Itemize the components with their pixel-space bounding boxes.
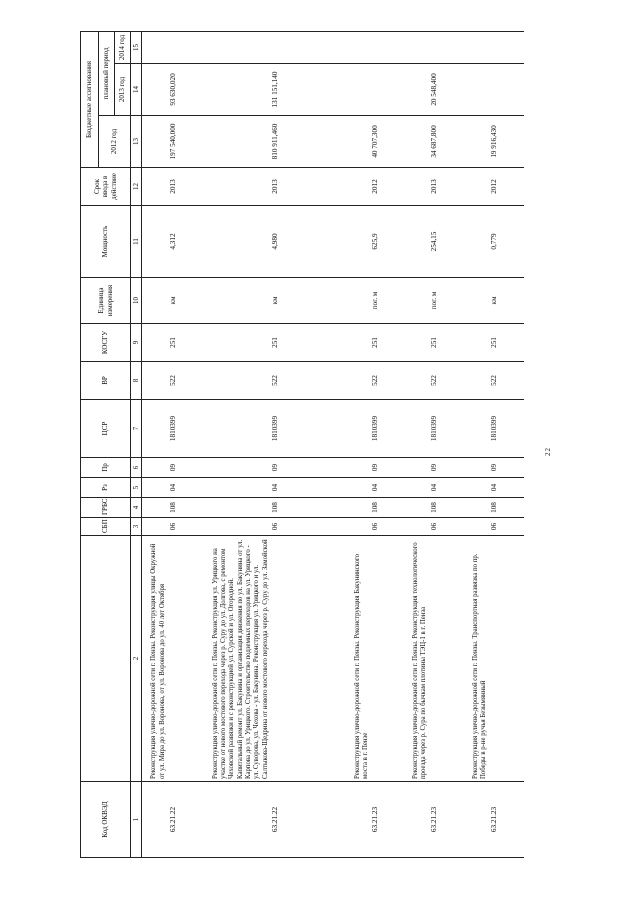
header-planned-period: плановый период	[99, 32, 115, 116]
cell-2014	[464, 32, 524, 64]
document-page	[80, 32, 560, 858]
column-number: 3	[131, 518, 142, 536]
cell-pr: 09	[464, 458, 524, 478]
cell-okved: 63.21.23	[464, 782, 524, 858]
table-row	[346, 32, 404, 858]
cell-kosgu: 251	[346, 324, 404, 362]
table-row	[464, 32, 524, 858]
cell-rz: 04	[204, 478, 346, 498]
cell-name: Реконструкция улично-дорожной сети г. Пензы. Реконструкция Бакунинского моста в г. Пензе	[346, 536, 404, 782]
cell-power: 4,980	[204, 206, 346, 278]
cell-name: Реконструкция улично-дорожной сети г. Пензы. Транспортная развязка по пр. Победы в р-не ручья Безымянный	[464, 536, 524, 782]
cell-unit: км	[204, 278, 346, 324]
cell-rz: 04	[404, 478, 464, 498]
page-number: 22	[544, 447, 552, 456]
cell-2013: 20 548,400	[404, 64, 464, 116]
header-2013: 2013 год	[115, 64, 131, 116]
column-number: 8	[131, 362, 142, 400]
header-power: Мощность	[81, 206, 131, 278]
cell-vr: 522	[464, 362, 524, 400]
column-number: 13	[131, 116, 142, 168]
cell-grbs: 108	[464, 498, 524, 518]
cell-csr: 1810399	[346, 400, 404, 458]
header-term: Срок ввода в действие	[81, 168, 131, 206]
column-number: 9	[131, 324, 142, 362]
cell-2013: 131 151,140	[204, 64, 346, 116]
cell-unit: пог. м	[346, 278, 404, 324]
cell-csr: 1810399	[142, 400, 204, 458]
cell-term: 2012	[464, 168, 524, 206]
header-rz: Рз	[81, 478, 131, 498]
cell-kosgu: 251	[142, 324, 204, 362]
cell-term: 2013	[142, 168, 204, 206]
column-number: 6	[131, 458, 142, 478]
cell-sbp: 06	[142, 518, 204, 536]
cell-2014	[404, 32, 464, 64]
cell-sbp: 06	[464, 518, 524, 536]
cell-unit: пог. м	[404, 278, 464, 324]
column-number: 4	[131, 498, 142, 518]
header-csr: ЦСР	[81, 400, 131, 458]
header-2014: 2014 год	[115, 32, 131, 64]
header-pr: Пр	[81, 458, 131, 478]
cell-csr: 1810399	[204, 400, 346, 458]
cell-kosgu: 251	[464, 324, 524, 362]
cell-vr: 522	[404, 362, 464, 400]
budget-table	[80, 31, 524, 858]
cell-vr: 522	[204, 362, 346, 400]
cell-2012: 197 540,000	[142, 116, 204, 168]
header-sbp: СБП	[81, 518, 131, 536]
cell-power: 0,779	[464, 206, 524, 278]
cell-power: 625,9	[346, 206, 404, 278]
cell-power: 4,312	[142, 206, 204, 278]
cell-okved: 63.21.22	[204, 782, 346, 858]
header-name	[81, 536, 131, 782]
cell-2014	[204, 32, 346, 64]
cell-term: 2013	[404, 168, 464, 206]
cell-name: Реконструкция улично-дорожной сети г. Пензы. Реконструкция технологического проезда через р. Сура по бычкам плотины ТЭЦ-1 в г. Пенза	[404, 536, 464, 782]
cell-2012: 34 687,800	[404, 116, 464, 168]
cell-name: Реконструкция улично-дорожной сети г. Пензы. Реконструкция улицы Окружной от ул. Мира до ул. Воронова, от ул. Воронова до ул. 40 лет Октября	[142, 536, 204, 782]
cell-2013: 93 630,020	[142, 64, 204, 116]
cell-rz: 04	[142, 478, 204, 498]
cell-pr: 09	[204, 458, 346, 478]
header-kosgu: КОСГУ	[81, 324, 131, 362]
cell-2014	[142, 32, 204, 64]
cell-grbs: 108	[346, 498, 404, 518]
cell-2012: 810 911,460	[204, 116, 346, 168]
cell-2012: 40 707,300	[346, 116, 404, 168]
cell-pr: 09	[404, 458, 464, 478]
column-number: 10	[131, 278, 142, 324]
cell-pr: 09	[346, 458, 404, 478]
cell-csr: 1810399	[404, 400, 464, 458]
cell-grbs: 108	[404, 498, 464, 518]
table-row	[204, 32, 346, 858]
cell-kosgu: 251	[204, 324, 346, 362]
cell-okved: 63.21.23	[404, 782, 464, 858]
column-number: 7	[131, 400, 142, 458]
table-row	[142, 32, 204, 858]
cell-unit: км	[142, 278, 204, 324]
cell-power: 254,15	[404, 206, 464, 278]
cell-2012: 19 916,430	[464, 116, 524, 168]
cell-2013	[346, 64, 404, 116]
cell-name: Реконструкция улично-дорожной сети г. Пензы. Реконструкция ул. Урицкого на участке от нового мостового перехода через р. Суру до ул. Долгова, с ремонтом Чеховской развязки и с реконструкцией ул. Сурской и ул. Огородной. Капитальный ремонт ул. Бакунина и организация движения по ул. Бакунина от ул. Карпова до ул. Урицкого. Строительство подземных переходов на ул. Урицкого - ул. Суворова, ул. Чехова - ул. Бакунина. Реконструкция ул. Урицкого и ул. Салтыкова-Щедрина от нового мостового перехода через р. Суру до ул. Замойской	[204, 536, 346, 782]
cell-2014	[346, 32, 404, 64]
header-vr: ВР	[81, 362, 131, 400]
cell-rz: 04	[464, 478, 524, 498]
cell-sbp: 06	[404, 518, 464, 536]
cell-grbs: 108	[204, 498, 346, 518]
cell-rz: 04	[346, 478, 404, 498]
column-number: 2	[131, 536, 142, 782]
cell-grbs: 108	[142, 498, 204, 518]
cell-okved: 63.21.22	[142, 782, 204, 858]
column-number: 15	[131, 32, 142, 64]
column-number: 1	[131, 782, 142, 858]
column-number: 14	[131, 64, 142, 116]
header-2012: 2012 год	[99, 116, 131, 168]
column-number: 5	[131, 478, 142, 498]
cell-term: 2012	[346, 168, 404, 206]
cell-okved: 63.21.23	[346, 782, 404, 858]
cell-vr: 522	[142, 362, 204, 400]
cell-sbp: 06	[204, 518, 346, 536]
cell-vr: 522	[346, 362, 404, 400]
cell-sbp: 06	[346, 518, 404, 536]
header-unit: Единица измерения	[81, 278, 131, 324]
cell-csr: 1810399	[464, 400, 524, 458]
table-row	[404, 32, 464, 858]
header-grbs: ГРБС	[81, 498, 131, 518]
header-budget-group: Бюджетные ассигнования	[81, 32, 99, 168]
column-number: 12	[131, 168, 142, 206]
cell-pr: 09	[142, 458, 204, 478]
header-okved: Код ОКВЭД	[81, 782, 131, 858]
column-number: 11	[131, 206, 142, 278]
column-number-row	[131, 32, 142, 858]
cell-kosgu: 251	[404, 324, 464, 362]
cell-term: 2013	[204, 168, 346, 206]
cell-unit: км	[464, 278, 524, 324]
cell-2013	[464, 64, 524, 116]
